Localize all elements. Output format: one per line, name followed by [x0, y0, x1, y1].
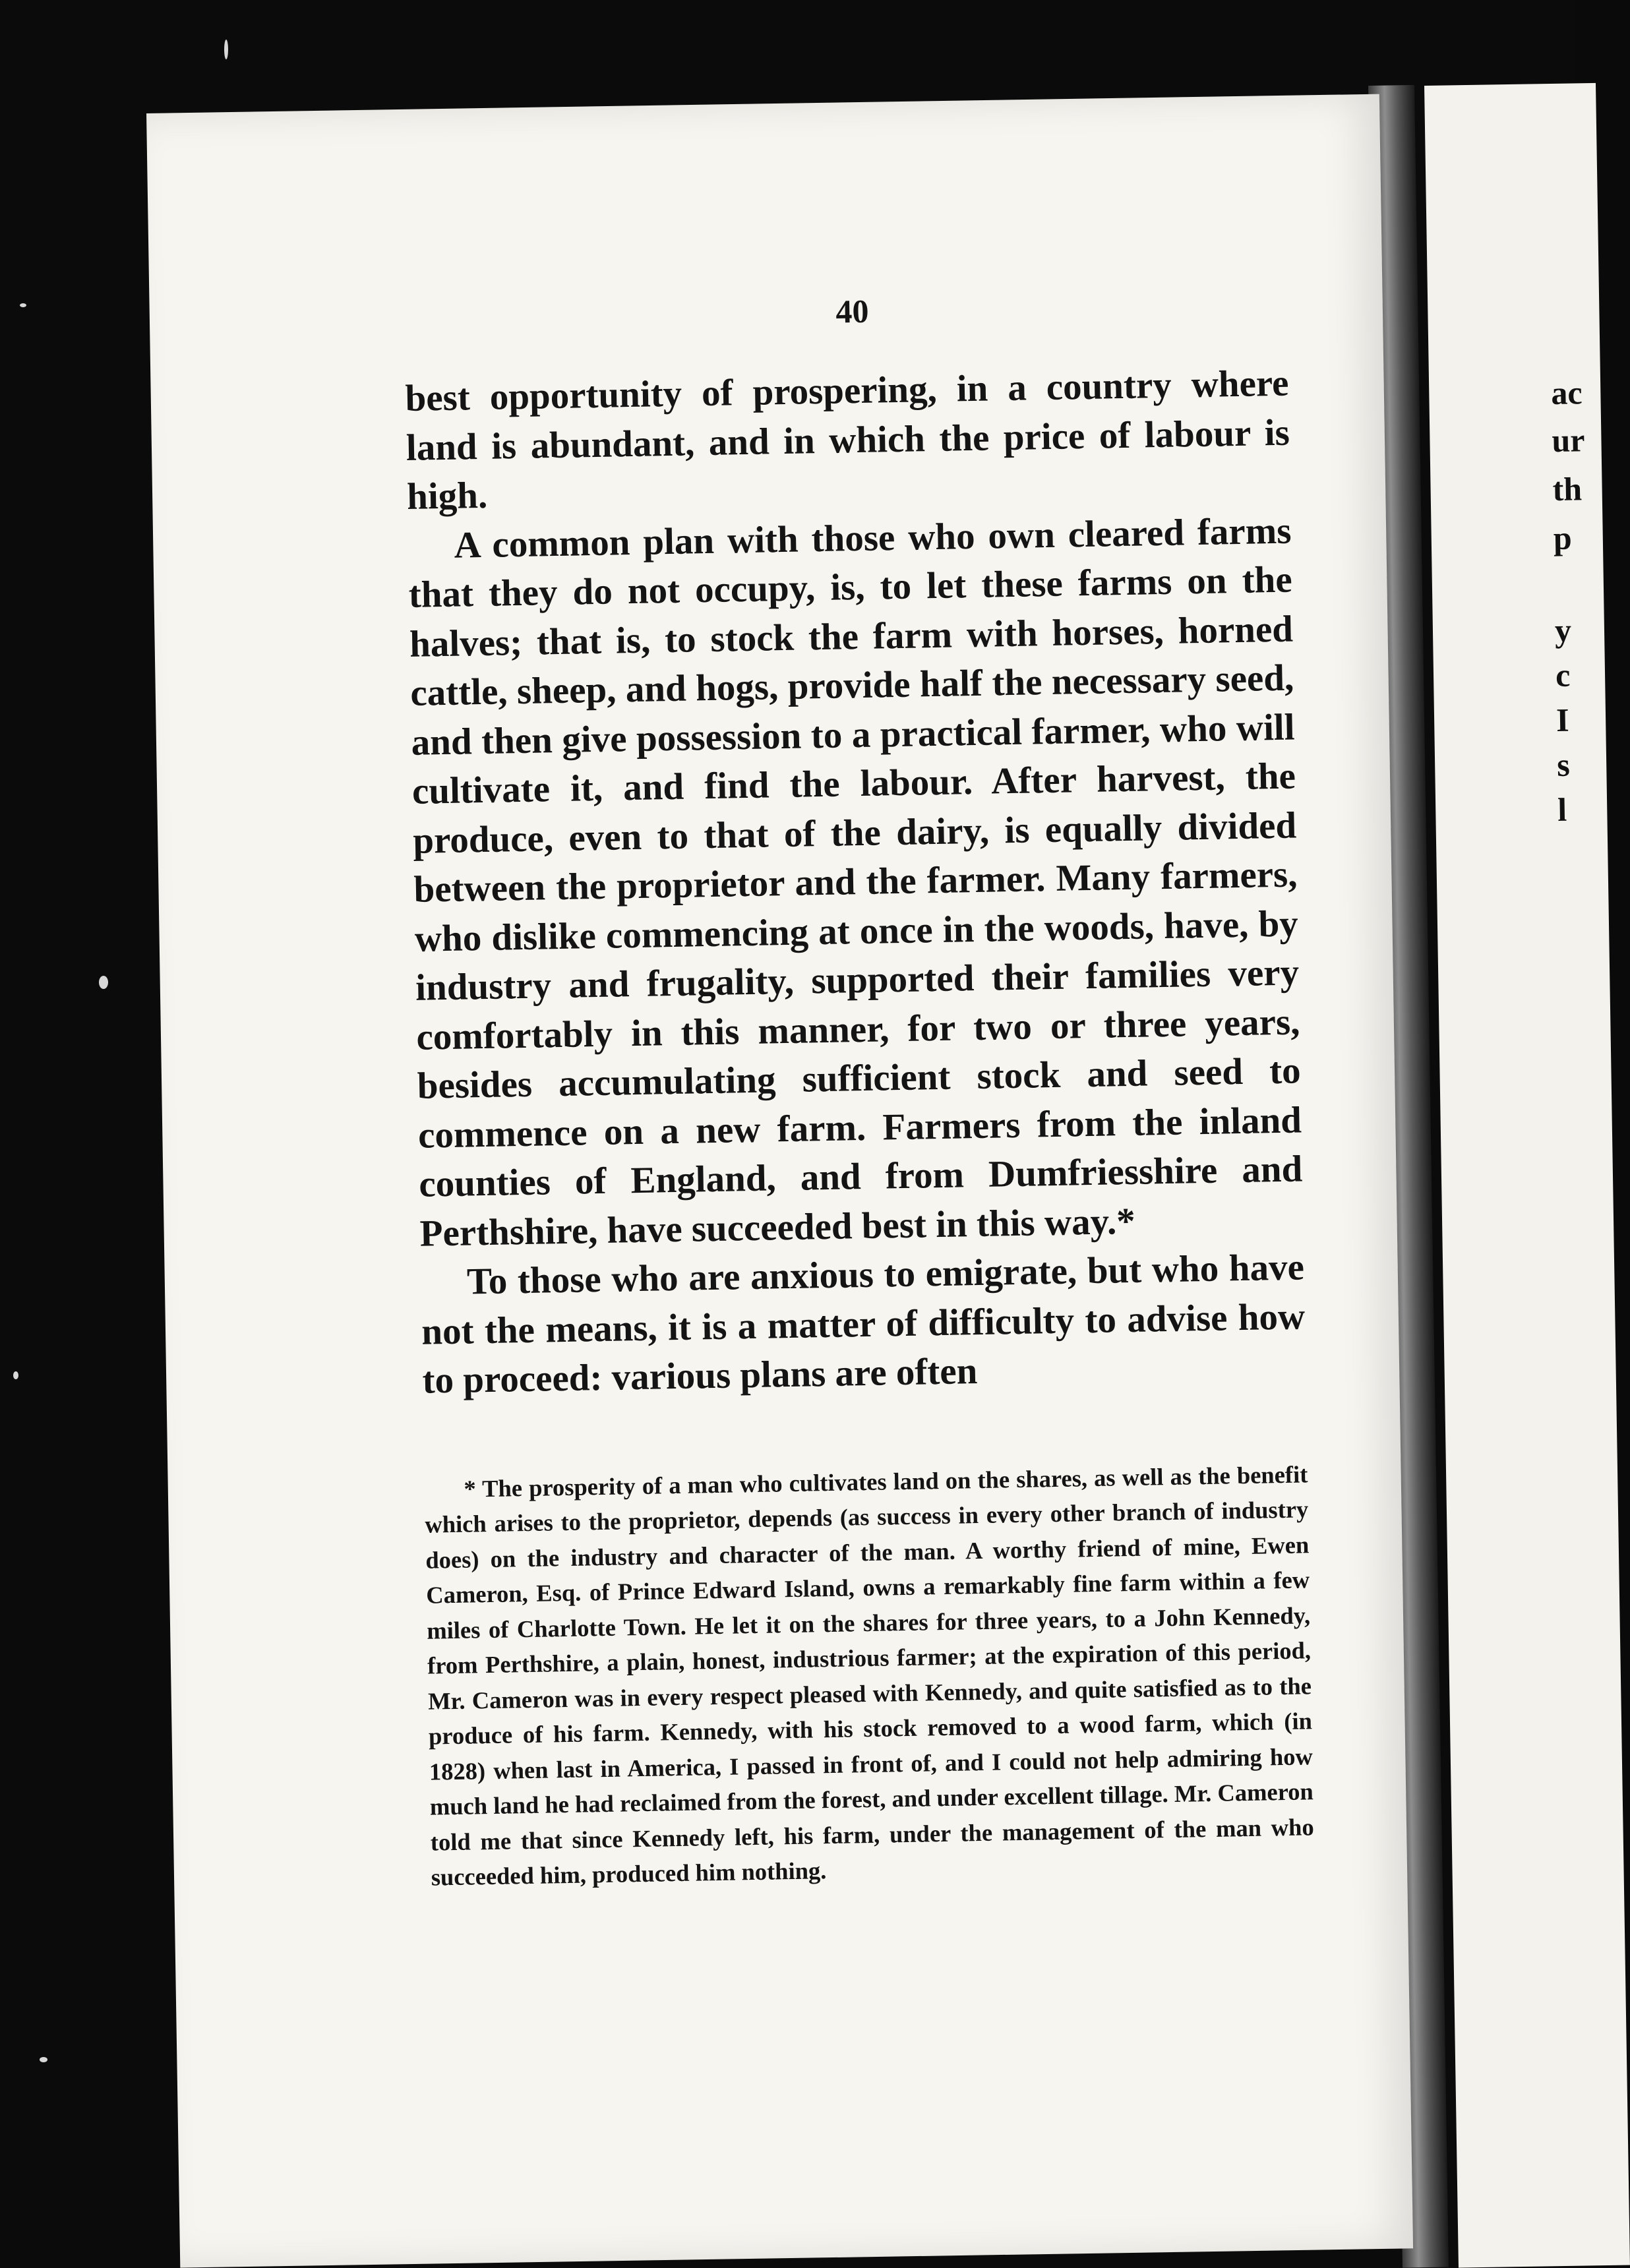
facing-page-fragment: l: [1557, 791, 1567, 828]
facing-page: [1424, 83, 1630, 2268]
facing-page-fragment: p: [1553, 519, 1573, 557]
page-text-column: [404, 285, 1315, 1919]
facing-page-fragment: th: [1552, 470, 1583, 508]
facing-page-fragment: s: [1556, 746, 1571, 783]
scan-speck: [99, 976, 108, 989]
paragraph: To those who are anxious to emigrate, but who have not the means, it is a matter of difficulty to advise how to proceed: various plans are often: [421, 1246, 1306, 1402]
page-number: 40: [835, 292, 869, 330]
scan-speck: [20, 303, 26, 307]
facing-page-fragment: ac: [1550, 374, 1583, 412]
paragraph: A common plan with those who own cleared farms that they do not occupy, is, to let these farms on the halves; that is, to stock the farm with horses, horned cattle, sheep, and hogs, provide half the necessary seed, and then give possession to a practical farmer, who will cultivate it, and find the labour. After harvest, the produce, even to that of the dairy, is equally divided between the proprietor and the farmer. Many farmers, who dislike commencing at once in the woods, have, by industry and frugality, supported their families very comfortably in this manner, for two or three years, besides accumulating sufficient stock and seed to commence on a new farm. Farmers from the inland counties of England, and from Dumfriesshire and Perthshire, have succeeded best in this way.*: [408, 510, 1303, 1255]
facing-page-fragment: I: [1555, 701, 1570, 738]
footnote: * The prosperity of a man who cultivates land on the shares, as well as the benefit which arises to the proprietor, depends (as success in every other branch of industry does) on the industry and character of the man. A worthy friend of mine, Ewen Cameron, Esq. of Prince Edward Island, owns a remarkably fine farm within a few miles of Charlotte Town. He let it on the shares for three years, to a John Kennedy, from Perthshire, a plain, honest, industrious farmer; at the expiration of this period, Mr. Cameron was in every respect pleased with Kennedy, and quite satisfied as to the produce of his farm. Kennedy, with his stock removed to a wood farm, which (in 1828) when last in America, I passed in front of, and I could not help admiring how much land he had reclaimed from the forest, and under excellent tillage. Mr. Cameron told me that since Kennedy left, his farm, under the management of the man who succeeded him, produced him nothing.: [425, 1460, 1314, 1891]
facing-page-fragment: ur: [1552, 421, 1585, 460]
facing-page-fragment: c: [1555, 656, 1571, 694]
facing-page-fragment: y: [1554, 611, 1572, 649]
scan-speck: [13, 1371, 18, 1379]
scan-speck: [40, 2057, 47, 2062]
paragraph: best opportunity of prospering, in a country where land is abundant, and in which the price of labour is high.: [405, 362, 1290, 518]
scan-speck: [224, 40, 228, 59]
